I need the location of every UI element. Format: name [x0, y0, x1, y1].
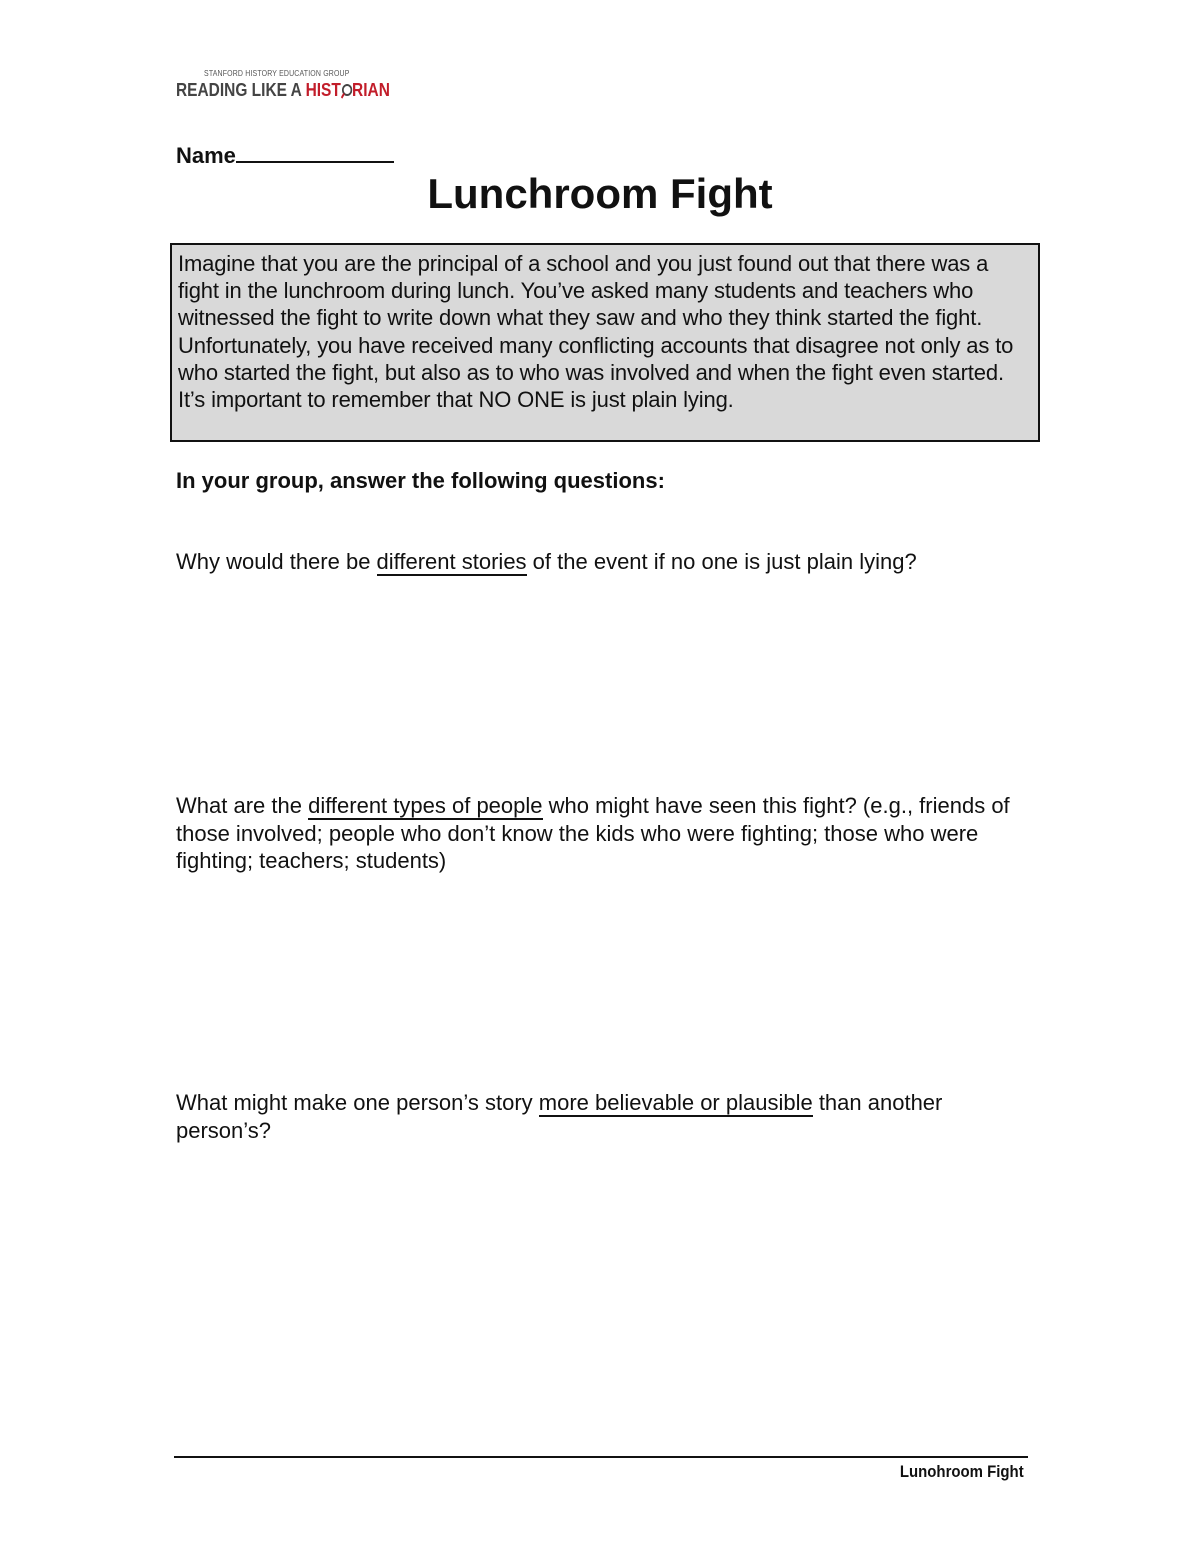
logo-org: STANFORD HISTORY EDUCATION GROUP — [204, 68, 350, 78]
logo-accent-1: HIST — [305, 80, 341, 100]
name-blank[interactable] — [236, 143, 394, 163]
logo-accent-2: RIAN — [352, 80, 390, 100]
magnifying-glass-icon — [341, 83, 352, 97]
footer-title: Lunohroom Fight — [900, 1462, 1024, 1481]
intro-box: Imagine that you are the principal of a school and you just found out that there was a fight in the lunchroom during lunch. You’ve asked many students and teachers who witnessed the fight to write down what they saw and who they think started the fight. Unfortunately, you have received many conflicting accounts that disagree not only as to who started the fight, but also as to who was involved and when the fight even started. It’s important to remember that NO ONE is just plain lying. — [170, 243, 1040, 442]
instructions-heading: In your group, answer the following questions: — [176, 468, 665, 493]
question-1-emphasis: different stories — [376, 549, 527, 574]
question-2: What are the different types of people who might have seen this fight? (e.g., friends of those involved; people who don’t know the kids who were fighting; those who were fighting; teachers; students) — [176, 793, 1010, 873]
page-title: Lunchroom Fight — [427, 170, 773, 217]
name-label: Name — [176, 143, 236, 168]
name-field — [176, 143, 394, 169]
question-3-emphasis: more believable or plausible — [538, 1090, 813, 1115]
question-2-emphasis: different types of people — [308, 793, 543, 818]
question-1: Why would there be different stories of the event if no one is just plain lying? — [176, 549, 917, 574]
logo — [176, 68, 390, 108]
logo-prefix: READING LIKE A — [176, 80, 306, 100]
footer-divider — [174, 1456, 1028, 1458]
question-3: What might make one person’s story more believable or plausible than another person’s? — [176, 1090, 943, 1143]
logo-wordmark — [176, 80, 390, 101]
